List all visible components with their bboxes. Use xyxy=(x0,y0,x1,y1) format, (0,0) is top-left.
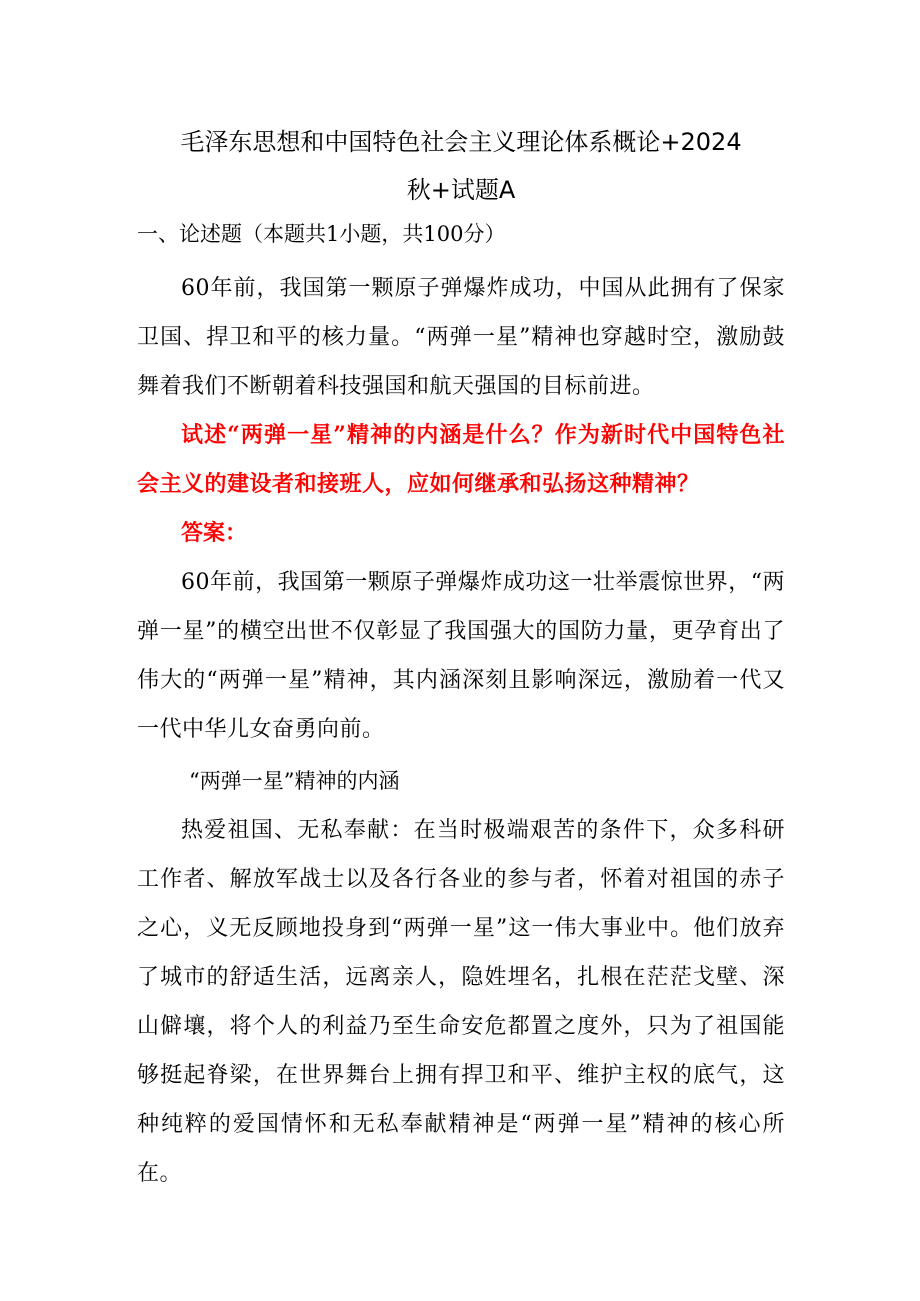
question-text: 试述“两弹一星”精神的内涵是什么？作为新时代中国特色社会主义的建设者和接班人，应如何继承和弘扬这种精神？ xyxy=(137,422,785,497)
document-title xyxy=(137,118,785,214)
answer-label: 答案： xyxy=(181,520,248,546)
title-line-1: 毛泽东思想和中国特色社会主义理论体系概论+2024 xyxy=(180,128,742,156)
section-heading: 一、论述题（本题共1小题，共100分） xyxy=(137,222,506,246)
answer-paragraph-2: 热爱祖国、无私奉献：在当时极端艰苦的条件下，众多科研工作者、解放军战士以及各行各业的参与者，怀着对祖国的赤子之心，义无反顾地投身到“两弹一星”这一伟大事业中。他们放弃了城市的舒适生活，远离亲人，隐姓埋名，扎根在茫茫戈壁、深山僻壤，将个人的利益乃至生命安危都置之度外，只为了祖国能够挺起脊梁，在世界舞台上拥有捍卫和平、维护主权的底气，这种纯粹的爱国情怀和无私奉献精神是“两弹一星”精神的核心所在。 xyxy=(137,818,785,1186)
answer-paragraph-1: 60年前，我国第一颗原子弹爆炸成功这一壮举震惊世界，“两弹一星”的横空出世不仅彰显了我国强大的国防力量，更孕育出了伟大的“两弹一星”精神，其内涵深刻且影响深远，激励着一代又一代中华儿女奋勇向前。 xyxy=(137,570,785,742)
title-line-2: 秋+试题A xyxy=(406,176,516,204)
intro-paragraph: 60年前，我国第一颗原子弹爆炸成功，中国从此拥有了保家卫国、捍卫和平的核力量。“两弹一星”精神也穿越时空，激励鼓舞着我们不断朝着科技强国和航天强国的目标前进。 xyxy=(137,276,785,399)
subheading-connotation: “两弹一星”精神的内涵 xyxy=(189,769,400,793)
